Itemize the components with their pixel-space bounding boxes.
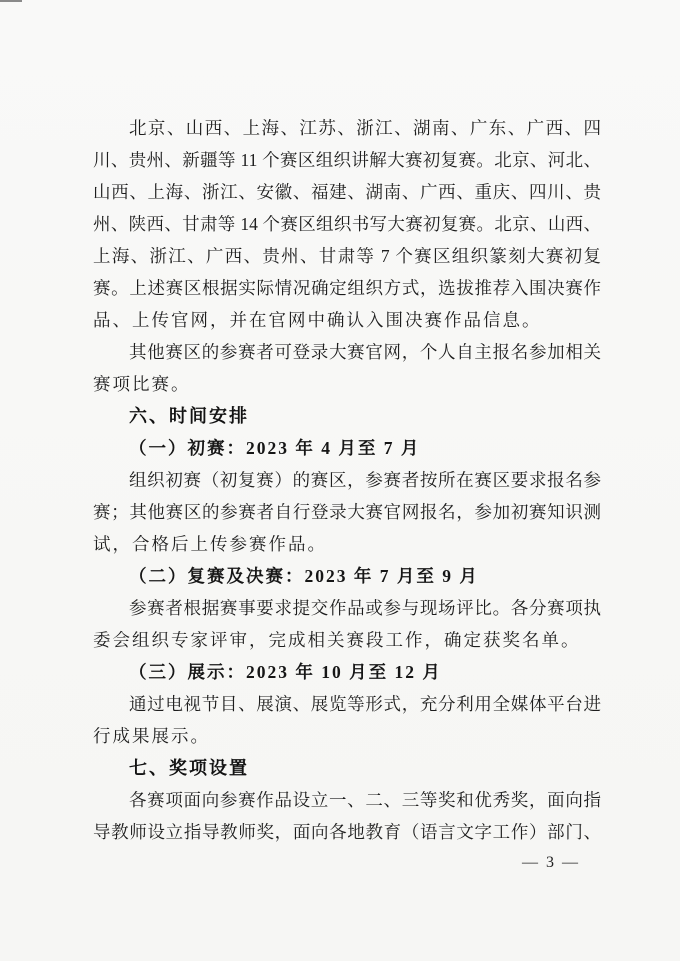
body-text-line: 委会组织专家评审，完成相关赛段工作，确定获奖名单。	[93, 630, 581, 650]
body-text-line: 各赛项面向参赛作品设立一、二、三等奖和优秀奖，面向指	[129, 790, 601, 810]
page-number: — 3 —	[522, 854, 580, 871]
section-heading: 七、奖项设置	[129, 758, 249, 778]
body-text-line: 赛项比赛。	[93, 374, 191, 394]
subsection-heading: （三）展示：2023 年 10 月至 12 月	[129, 662, 442, 682]
body-text-line: 山西、上海、浙江、安徽、福建、湖南、广西、重庆、四川、贵	[93, 182, 601, 202]
body-text-line: 赛；其他赛区的参赛者自行登录大赛官网报名，参加初赛知识测	[93, 502, 601, 522]
body-text-line: 赛。上述赛区根据实际情况确定组织方式，选拔推荐入围决赛作	[93, 278, 601, 298]
scan-artifact-top-left	[0, 0, 22, 2]
body-text-line: 州、陕西、甘肃等 14 个赛区组织书写大赛初复赛。北京、山西、	[93, 214, 601, 234]
body-text-line: 品、上传官网，并在官网中确认入围决赛作品信息。	[93, 310, 542, 330]
body-text-line: 北京、山西、上海、江苏、浙江、湖南、广东、广西、四	[129, 118, 601, 138]
body-text-line: 上海、浙江、广西、贵州、甘肃等 7 个赛区组织篆刻大赛初复	[93, 246, 601, 266]
body-text-line: 参赛者根据赛事要求提交作品或参与现场评比。各分赛项执	[129, 598, 601, 618]
body-text-line: 试，合格后上传参赛作品。	[93, 534, 327, 554]
section-heading: 六、时间安排	[129, 406, 249, 426]
body-text-line: 其他赛区的参赛者可登录大赛官网，个人自主报名参加相关	[129, 342, 601, 362]
body-text-line: 导教师设立指导教师奖，面向各地教育（语言文字工作）部门、	[93, 822, 601, 842]
subsection-heading: （二）复赛及决赛：2023 年 7 月至 9 月	[129, 566, 479, 586]
document-body	[93, 112, 601, 848]
body-text-line: 通过电视节目、展演、展览等形式，充分利用全媒体平台进	[129, 694, 601, 714]
body-text-line: 组织初赛（初复赛）的赛区，参赛者按所在赛区要求报名参	[129, 470, 601, 490]
subsection-heading: （一）初赛：2023 年 4 月至 7 月	[129, 438, 421, 458]
body-text-line: 川、贵州、新疆等 11 个赛区组织讲解大赛初复赛。北京、河北、	[93, 150, 601, 170]
body-text-line: 行成果展示。	[93, 726, 210, 746]
